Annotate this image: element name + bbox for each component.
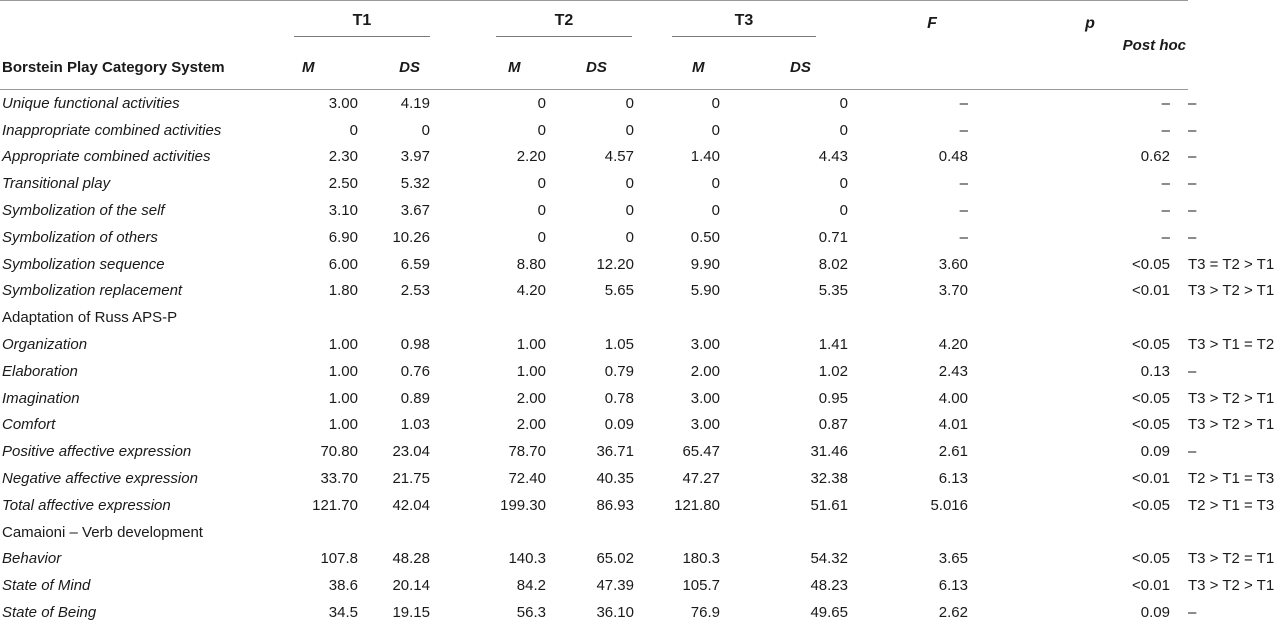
t3-mean-cell: 1.40 (690, 148, 720, 166)
p-cell: – (1161, 228, 1170, 246)
t1-ds-cell: 19.15 (392, 604, 430, 622)
spacer-cell (430, 572, 488, 599)
row-label: Appropriate combined activities (2, 148, 211, 166)
t3-ds-cell: 49.65 (810, 604, 848, 622)
spacer-cell (430, 197, 488, 224)
row-label: Imagination (2, 389, 80, 407)
t2-ds-cell: 0 (625, 94, 634, 112)
t2-ds-cell: 47.39 (596, 577, 634, 595)
table-row: State of Mind 38.6 20.14 84.2 47.39 105.7 48.23 6.13 <0.01 T3 > T2 > T1 (0, 572, 1188, 599)
t2-mean-cell: 56.3 (516, 604, 546, 622)
t2-ds-cell: 86.93 (596, 496, 634, 514)
f-cell: 5.016 (930, 496, 968, 514)
p-cell: <0.05 (1132, 496, 1170, 514)
t1-ds-cell: 10.26 (392, 228, 430, 246)
f-cell: 4.01 (938, 416, 968, 434)
row-label: Positive affective expression (2, 443, 192, 461)
section-row (0, 519, 1188, 546)
section-row (0, 304, 1188, 331)
t3-mean-cell: 0 (711, 175, 720, 193)
t3-ds-cell: 8.02 (818, 255, 848, 273)
row-label: Unique functional activities (2, 94, 180, 112)
row-label: State of Being (2, 604, 97, 622)
spacer-cell (430, 331, 488, 358)
f-cell: 3.60 (938, 255, 968, 273)
t1-ds-header: DS (399, 58, 420, 76)
p-cell: <0.05 (1132, 550, 1170, 568)
f-cell: – (959, 228, 968, 246)
table-row: Imagination 1.00 0.89 2.00 0.78 3.00 0.95 4.00 <0.05 T3 > T2 > T1 (0, 385, 1188, 412)
p-cell: – (1161, 175, 1170, 193)
t1-m-header: M (302, 58, 315, 76)
spacer-cell (430, 546, 488, 573)
t2-mean-cell: 8.80 (516, 255, 546, 273)
t3-ds-cell: 54.32 (810, 550, 848, 568)
t2-ds-cell: 4.57 (604, 148, 634, 166)
t2-ds-cell: 0.78 (604, 389, 634, 407)
t1-mean-cell: 70.80 (320, 443, 358, 461)
t1-mean-cell: 6.90 (328, 228, 358, 246)
t3-mean-cell: 0 (711, 202, 720, 220)
row-label: Symbolization sequence (2, 255, 165, 273)
t1-mean-cell: 1.80 (328, 282, 358, 300)
t3-mean-cell: 0 (711, 94, 720, 112)
t1-mean-cell: 3.10 (328, 202, 358, 220)
table-row: State of Being 34.5 19.15 56.3 36.10 76.9 49.65 2.62 0.09 – (0, 599, 1188, 626)
spacer-cell (430, 412, 488, 439)
spacer-cell (430, 224, 488, 251)
row-label: Symbolization of others (2, 228, 158, 246)
t1-ds-cell: 48.28 (392, 550, 430, 568)
t3-ds-cell: 1.02 (818, 362, 848, 380)
t3-ds-cell: 51.61 (810, 496, 848, 514)
t2-mean-cell: 4.20 (516, 282, 546, 300)
row-label: Negative affective expression (2, 470, 198, 488)
t2-ds-cell: 5.65 (604, 282, 634, 300)
spacer-cell (430, 144, 488, 171)
t1-ds-cell: 42.04 (392, 496, 430, 514)
t1-ds-cell: 21.75 (392, 470, 430, 488)
table-row: Organization 1.00 0.98 1.00 1.05 3.00 1.41 4.20 <0.05 T3 > T1 = T2 (0, 331, 1188, 358)
t2-mean-cell: 0 (537, 202, 546, 220)
p-cell: 0.09 (1140, 604, 1170, 622)
t1-ds-cell: 6.59 (400, 255, 430, 273)
f-cell: 4.20 (938, 336, 968, 354)
t3-mean-cell: 3.00 (690, 389, 720, 407)
p-cell: – (1161, 202, 1170, 220)
t3-ds-cell: 0 (839, 121, 848, 139)
p-header: p (1085, 15, 1095, 32)
t2-ds-cell: 1.05 (604, 336, 634, 354)
t2-ds-cell: 0.79 (604, 362, 634, 380)
t3-ds-cell: 0.87 (818, 416, 848, 434)
p-cell: – (1161, 94, 1170, 112)
table-row: Total affective expression 121.70 42.04 199.30 86.93 121.80 51.61 5.016 <0.05 T2 > T1 = T3 (0, 492, 1188, 519)
t1-ds-cell: 0.89 (400, 389, 430, 407)
t3-ds-cell: 0.95 (818, 389, 848, 407)
t3-ds-cell: 0 (839, 202, 848, 220)
t1-ds-cell: 0.98 (400, 336, 430, 354)
t2-mean-cell: 1.00 (516, 336, 546, 354)
t1-ds-cell: 20.14 (392, 577, 430, 595)
f-cell: 2.43 (938, 362, 968, 380)
t2-mean-cell: 199.30 (500, 496, 546, 514)
t1-ds-cell: 5.32 (400, 175, 430, 193)
f-cell: 2.61 (938, 443, 968, 461)
spacer-cell (430, 465, 488, 492)
t1-mean-cell: 107.8 (320, 550, 358, 568)
t3-m-header: M (692, 58, 705, 76)
t2-ds-cell: 65.02 (596, 550, 634, 568)
t2-ds-cell: 40.35 (596, 470, 634, 488)
t3-mean-cell: 3.00 (690, 336, 720, 354)
f-cell: 6.13 (938, 577, 968, 595)
f-header: F (927, 15, 937, 32)
t1-mean-cell: 0 (349, 121, 358, 139)
table-row: Inappropriate combined activities 0 0 0 0 0 0 – – – (0, 117, 1188, 144)
spacer-cell (430, 251, 488, 278)
t3-ds-cell: 4.43 (818, 148, 848, 166)
f-cell: – (959, 175, 968, 193)
t2-mean-cell: 0 (537, 121, 546, 139)
row-label: Comfort (2, 416, 56, 434)
t1-mean-cell: 2.50 (328, 175, 358, 193)
t3-ds-cell: 5.35 (818, 282, 848, 300)
t2-m-header: M (508, 58, 521, 76)
f-cell: 4.00 (938, 389, 968, 407)
table-row: Symbolization sequence 6.00 6.59 8.80 12.20 9.90 8.02 3.60 <0.05 T3 = T2 > T1 (0, 251, 1188, 278)
t3-mean-cell: 65.47 (682, 443, 720, 461)
section-label: Camaioni – Verb development (2, 523, 203, 541)
table-row: Behavior 107.8 48.28 140.3 65.02 180.3 54.32 3.65 <0.05 T3 > T2 = T1 (0, 546, 1188, 573)
f-cell: – (959, 94, 968, 112)
t3-ds-header: DS (790, 58, 811, 76)
t2-mean-cell: 84.2 (516, 577, 546, 595)
t2-ds-cell: 36.71 (596, 443, 634, 461)
row-label: Transitional play (2, 175, 111, 193)
spacer-cell (430, 170, 488, 197)
t3-mean-cell: 2.00 (690, 362, 720, 380)
spacer-cell (430, 117, 488, 144)
t1-ds-cell: 3.67 (400, 202, 430, 220)
p-cell: 0.13 (1140, 362, 1170, 380)
t2-mean-cell: 78.70 (508, 443, 546, 461)
table-row: Positive affective expression 70.80 23.04 78.70 36.71 65.47 31.46 2.61 0.09 – (0, 438, 1188, 465)
row-label: Behavior (2, 550, 62, 568)
posthoc-header: Post hoc (1122, 36, 1186, 54)
t2-ds-cell: 12.20 (596, 255, 634, 273)
t1-mean-cell: 2.30 (328, 148, 358, 166)
t2-ds-cell: 0.09 (604, 416, 634, 434)
spacer-cell (430, 438, 488, 465)
group-t3-header: T3 (672, 12, 816, 37)
p-cell: 0.09 (1140, 443, 1170, 461)
t3-mean-cell: 9.90 (690, 255, 720, 273)
group-t1-header: T1 (294, 12, 430, 37)
t1-mean-cell: 6.00 (328, 255, 358, 273)
row-label: Symbolization replacement (2, 282, 183, 300)
t2-ds-cell: 0 (625, 175, 634, 193)
spacer-cell (430, 358, 488, 385)
t3-mean-cell: 121.80 (674, 496, 720, 514)
t1-mean-cell: 3.00 (328, 94, 358, 112)
t2-mean-cell: 72.40 (508, 470, 546, 488)
row-label: Elaboration (2, 362, 78, 380)
spacer-cell (430, 599, 488, 626)
p-cell: <0.05 (1132, 255, 1170, 273)
t2-mean-cell: 2.00 (516, 416, 546, 434)
t2-mean-cell: 0 (537, 94, 546, 112)
t1-mean-cell: 1.00 (328, 336, 358, 354)
t2-mean-cell: 0 (537, 175, 546, 193)
t2-ds-cell: 36.10 (596, 604, 634, 622)
t1-ds-cell: 0.76 (400, 362, 430, 380)
f-cell: 3.70 (938, 282, 968, 300)
t3-ds-cell: 31.46 (810, 443, 848, 461)
t2-ds-cell: 0 (625, 121, 634, 139)
t3-ds-cell: 0 (839, 175, 848, 193)
t3-mean-cell: 47.27 (682, 470, 720, 488)
table-row: Transitional play 2.50 5.32 0 0 0 0 – – – (0, 170, 1188, 197)
subheader-row (0, 45, 1188, 90)
t1-ds-cell: 4.19 (400, 94, 430, 112)
table-row: Negative affective expression 33.70 21.75 72.40 40.35 47.27 32.38 6.13 <0.01 T2 > T1 = T3 (0, 465, 1188, 492)
t1-mean-cell: 34.5 (328, 604, 358, 622)
row-label: Organization (2, 336, 88, 354)
t2-mean-cell: 140.3 (508, 550, 546, 568)
p-cell: 0.62 (1140, 148, 1170, 166)
f-cell: 6.13 (938, 470, 968, 488)
t1-ds-cell: 0 (421, 121, 430, 139)
table-row: Comfort 1.00 1.03 2.00 0.09 3.00 0.87 4.01 <0.05 T3 > T2 > T1 (0, 412, 1188, 439)
row-label: Total affective expression (2, 496, 171, 514)
t3-mean-cell: 105.7 (682, 577, 720, 595)
t1-mean-cell: 121.70 (312, 496, 358, 514)
p-cell: <0.01 (1132, 282, 1170, 300)
f-cell: 2.62 (938, 604, 968, 622)
t1-mean-cell: 38.6 (328, 577, 358, 595)
spacer-cell (430, 90, 488, 117)
section-label: Adaptation of Russ APS-P (2, 309, 178, 327)
spacer-cell (430, 492, 488, 519)
t2-ds-cell: 0 (625, 202, 634, 220)
t1-mean-cell: 1.00 (328, 389, 358, 407)
t2-mean-cell: 2.00 (516, 389, 546, 407)
table-row: Elaboration 1.00 0.76 1.00 0.79 2.00 1.02 2.43 0.13 – (0, 358, 1188, 385)
group-t2-header: T2 (496, 12, 632, 37)
spacer-cell (430, 385, 488, 412)
table-row: Symbolization replacement 1.80 2.53 4.20 5.65 5.90 5.35 3.70 <0.01 T3 > T2 > T1 (0, 278, 1188, 305)
t3-mean-cell: 180.3 (682, 550, 720, 568)
p-cell: <0.05 (1132, 389, 1170, 407)
t3-ds-cell: 32.38 (810, 470, 848, 488)
t1-mean-cell: 33.70 (320, 470, 358, 488)
t1-ds-cell: 1.03 (400, 416, 430, 434)
t2-ds-cell: 0 (625, 228, 634, 246)
t3-ds-cell: 0 (839, 94, 848, 112)
table-row: Unique functional activities 3.00 4.19 0 0 0 0 – – – (0, 90, 1188, 117)
f-cell: – (959, 202, 968, 220)
p-cell: <0.01 (1132, 470, 1170, 488)
t1-ds-cell: 2.53 (400, 282, 430, 300)
t1-ds-cell: 3.97 (400, 148, 430, 166)
t3-mean-cell: 0.50 (690, 228, 720, 246)
p-cell: <0.05 (1132, 416, 1170, 434)
p-cell: – (1161, 121, 1170, 139)
row-label: Inappropriate combined activities (2, 121, 222, 139)
row-header: Borstein Play Category System (2, 58, 225, 76)
f-cell: 3.65 (938, 550, 968, 568)
t1-ds-cell: 23.04 (392, 443, 430, 461)
p-cell: <0.01 (1132, 577, 1170, 595)
t1-mean-cell: 1.00 (328, 416, 358, 434)
t2-mean-cell: 1.00 (516, 362, 546, 380)
table-row: Appropriate combined activities 2.30 3.97 2.20 4.57 1.40 4.43 0.48 0.62 – (0, 144, 1188, 171)
t3-mean-cell: 0 (711, 121, 720, 139)
spacer-cell (430, 278, 488, 305)
t3-mean-cell: 3.00 (690, 416, 720, 434)
t3-ds-cell: 1.41 (818, 336, 848, 354)
row-label: State of Mind (2, 577, 91, 595)
t2-mean-cell: 0 (537, 228, 546, 246)
t1-mean-cell: 1.00 (328, 362, 358, 380)
table-row: Symbolization of the self 3.10 3.67 0 0 0 0 – – – (0, 197, 1188, 224)
row-label: Symbolization of the self (2, 202, 165, 220)
t2-mean-cell: 2.20 (516, 148, 546, 166)
t3-mean-cell: 5.90 (690, 282, 720, 300)
t3-ds-cell: 48.23 (810, 577, 848, 595)
t3-ds-cell: 0.71 (818, 228, 848, 246)
f-cell: – (959, 121, 968, 139)
p-cell: <0.05 (1132, 336, 1170, 354)
t3-mean-cell: 76.9 (690, 604, 720, 622)
t2-ds-header: DS (586, 58, 607, 76)
table-row: Symbolization of others 6.90 10.26 0 0 0.50 0.71 – – – (0, 224, 1188, 251)
f-cell: 0.48 (938, 148, 968, 166)
